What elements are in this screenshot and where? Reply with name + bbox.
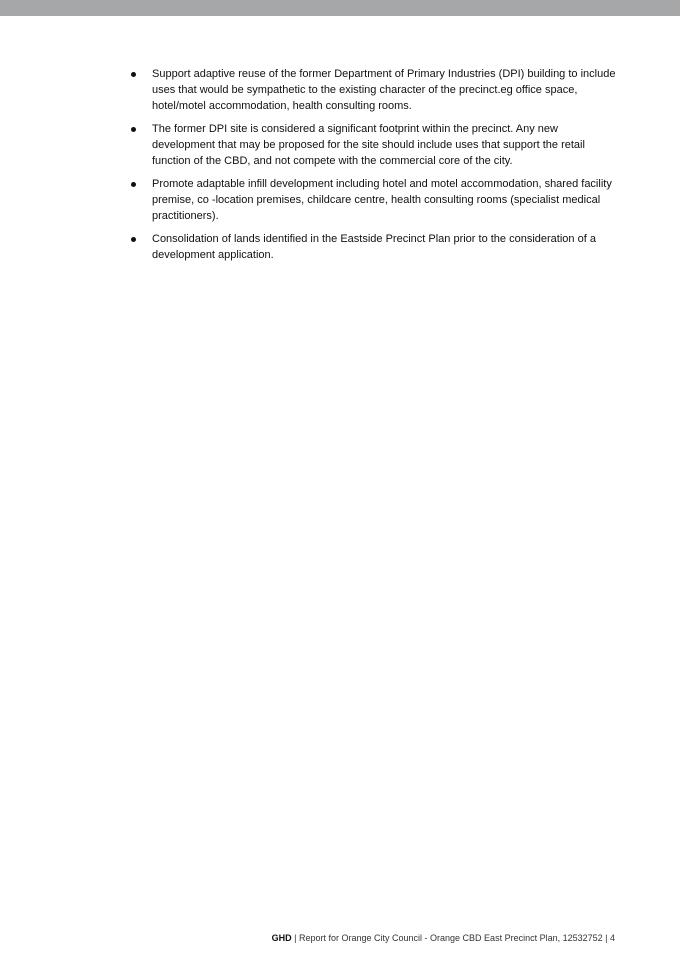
page-number: 4 xyxy=(609,933,615,943)
list-item xyxy=(128,66,618,114)
list-item xyxy=(128,231,618,263)
bullet-icon xyxy=(131,127,136,132)
list-item xyxy=(128,176,618,224)
page-footer xyxy=(272,932,615,944)
list-item-text: Consolidation of lands identified in the Eastside Precinct Plan prior to the consideration of a development application. xyxy=(152,233,596,261)
footer-separator: | xyxy=(291,933,299,943)
bullet-icon xyxy=(131,72,136,77)
bullet-icon xyxy=(131,182,136,187)
header-bar xyxy=(0,0,680,16)
footer-brand: GHD xyxy=(271,933,292,943)
list-item-text: The former DPI site is considered a significant footprint within the precinct. Any new development that may be proposed for the site should include uses that support the retail function of the CBD, and not compete with the commercial core of the city. xyxy=(152,123,585,167)
bullet-list xyxy=(128,66,618,270)
list-item-text: Promote adaptable infill development including hotel and motel accommodation, shared facility premise, co -location premises, childcare centre, health consulting rooms (specialist medical practitioners). xyxy=(152,178,612,222)
list-item xyxy=(128,121,618,169)
footer-report-title: Report for Orange City Council - Orange CBD East Precinct Plan, 12532752 xyxy=(298,933,603,943)
list-item-text: Support adaptive reuse of the former Department of Primary Industries (DPI) building to include uses that would be sympathetic to the existing character of the precinct.eg office space, hotel/motel accommodation, health consulting rooms. xyxy=(152,68,616,112)
bullet-icon xyxy=(131,237,136,242)
footer-page-separator: | xyxy=(602,933,610,943)
